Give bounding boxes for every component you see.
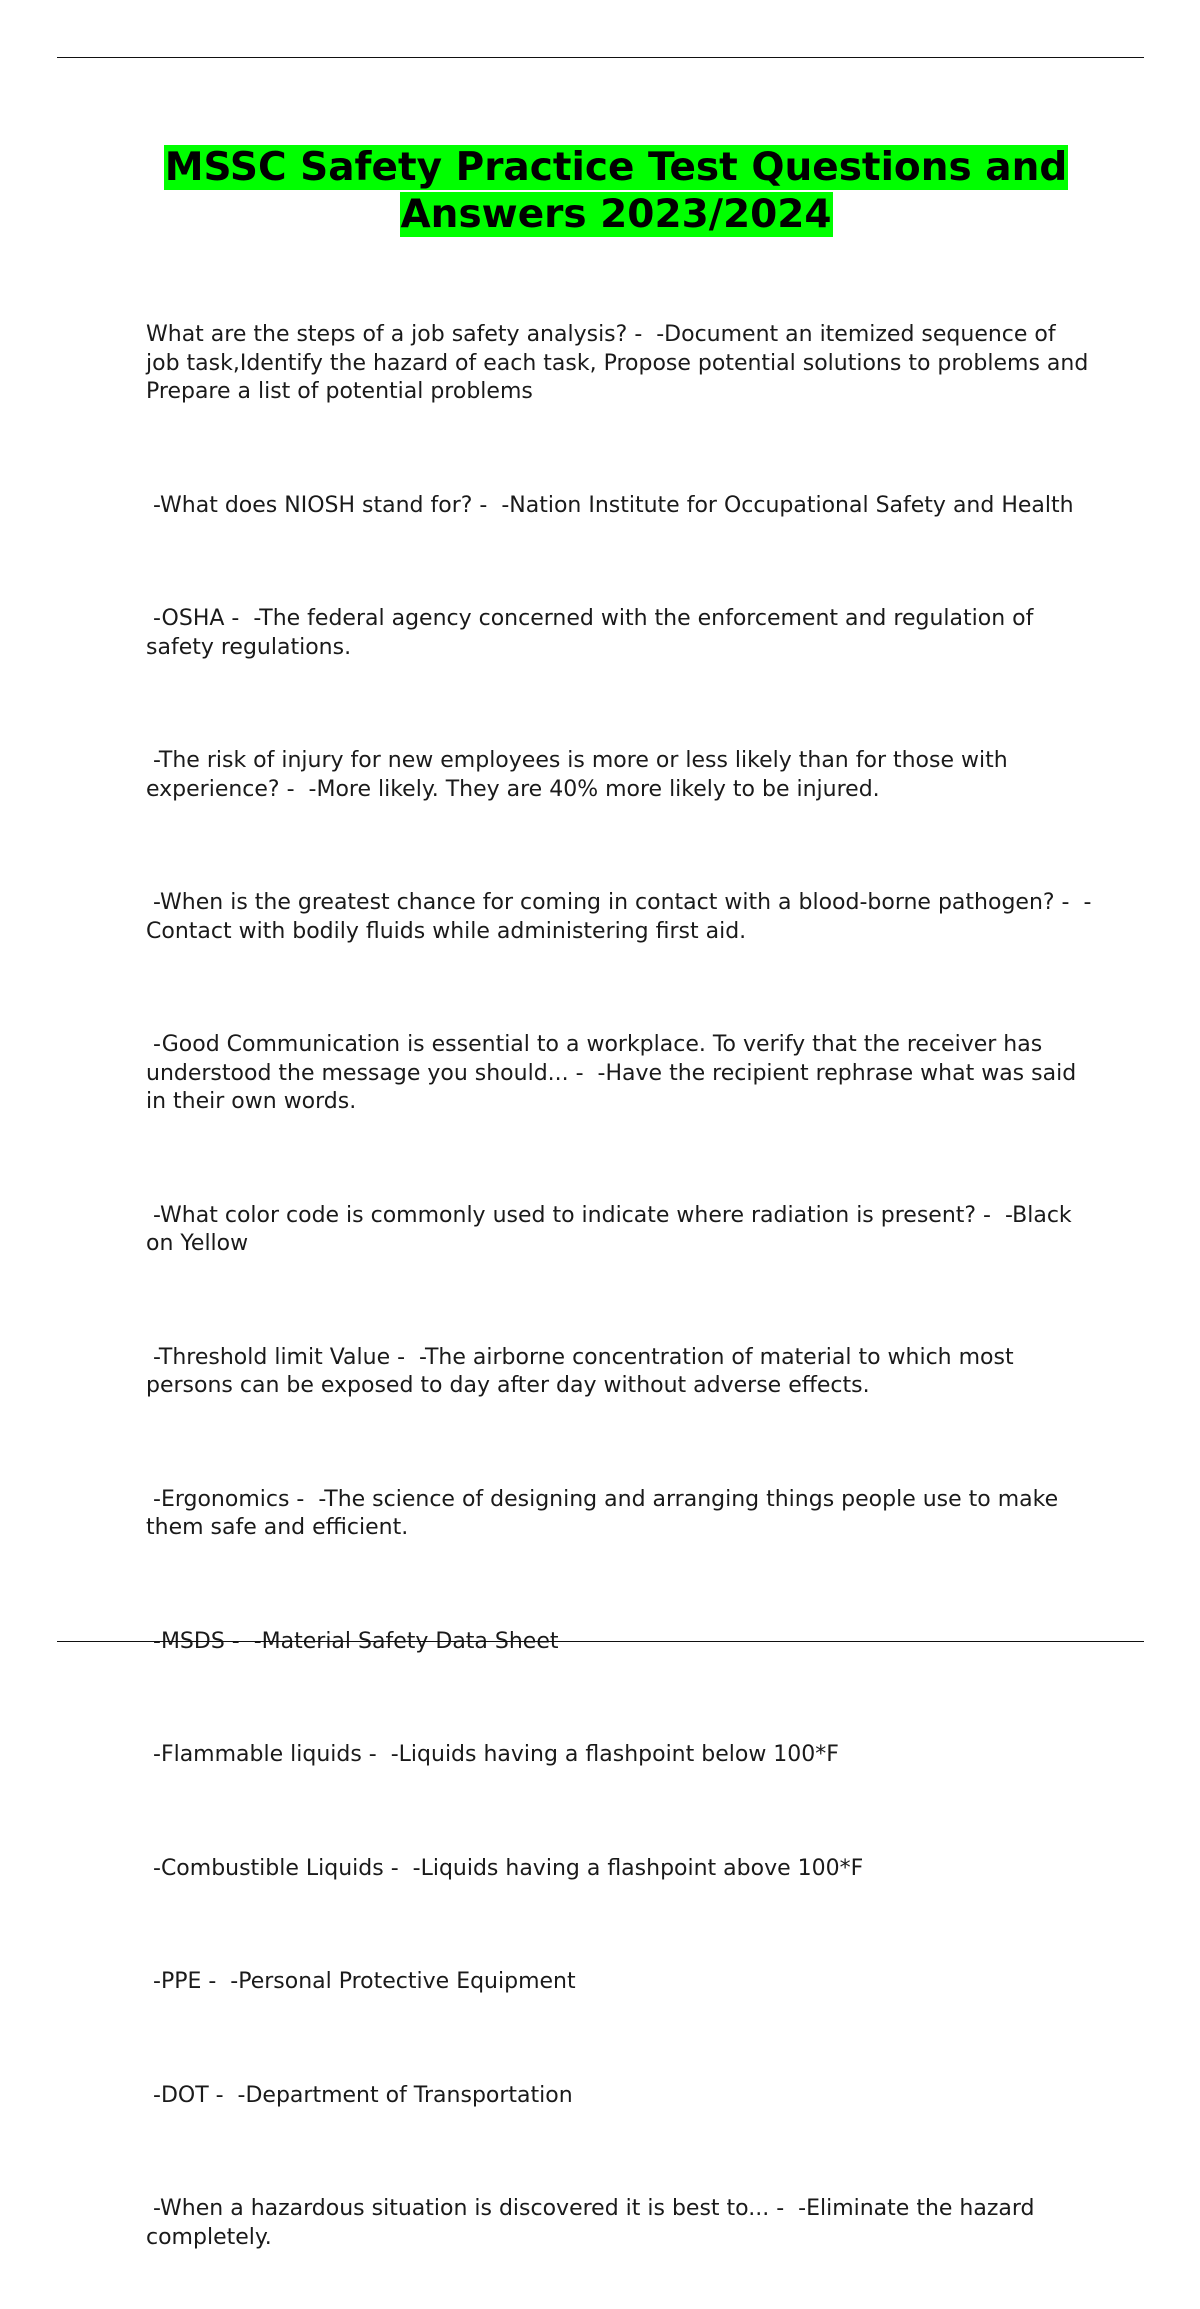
qa-item: -What does NIOSH stand for? - -Nation Institute for Occupational Safety and Health [146,492,1074,518]
qa-item: -Flammable liquids - -Liquids having a flashpoint below 100*F [146,1742,839,1767]
qa-item: -Combustible Liquids - -Liquids having a flashpoint above 100*F [146,1855,864,1881]
top-rule [57,57,1144,58]
qa-list [146,264,1096,2309]
qa-item: -DOT - -Department of Transportation [146,2082,573,2108]
qa-item: -Good Communication is essential to a workplace. To verify that the receiver has understood the message you should... - -Have the recipient rephrase what was said in their own words. [146,1032,1084,1114]
qa-item: -OSHA - -The federal agency concerned with the enforcement and regulation of safety regulations. [146,606,1041,660]
qa-item: -When is the greatest chance for coming in contact with a blood-borne pathogen? - -Contact with bodily fluids while administering first aid. [146,890,1092,944]
qa-item: -What color code is commonly used to indicate where radiation is present? - -Black on Yellow [146,1202,1079,1256]
document-title [146,144,1086,238]
title-highlight: MSSC Safety Practice Test Questions and Answers 2023/2024 [164,145,1068,237]
qa-item: -When a hazardous situation is discovered it is best to... - -Eliminate the hazard completely. [146,2196,1042,2250]
bottom-rule [57,1641,1144,1642]
qa-item: -PPE - -Personal Protective Equipment [146,1969,576,1994]
qa-item: -MSDS - -Material Safety Data Sheet [146,1628,559,1654]
qa-item: What are the steps of a job safety analysis? - -Document an itemized sequence of job task,Identify the hazard of each task, Propose potential solutions to problems and Prepare a list of potential problems [146,322,1096,404]
qa-item: -Ergonomics - -The science of designing and arranging things people use to make them safe and efficient. [146,1486,1066,1540]
qa-item: -The risk of injury for new employees is more or less likely than for those with experience? - -More likely. They are 40% more likely to be injured. [146,748,1015,802]
qa-item: -Threshold limit Value - -The airborne concentration of material to which most persons can be exposed to day after day without adverse effects. [146,1344,1021,1398]
